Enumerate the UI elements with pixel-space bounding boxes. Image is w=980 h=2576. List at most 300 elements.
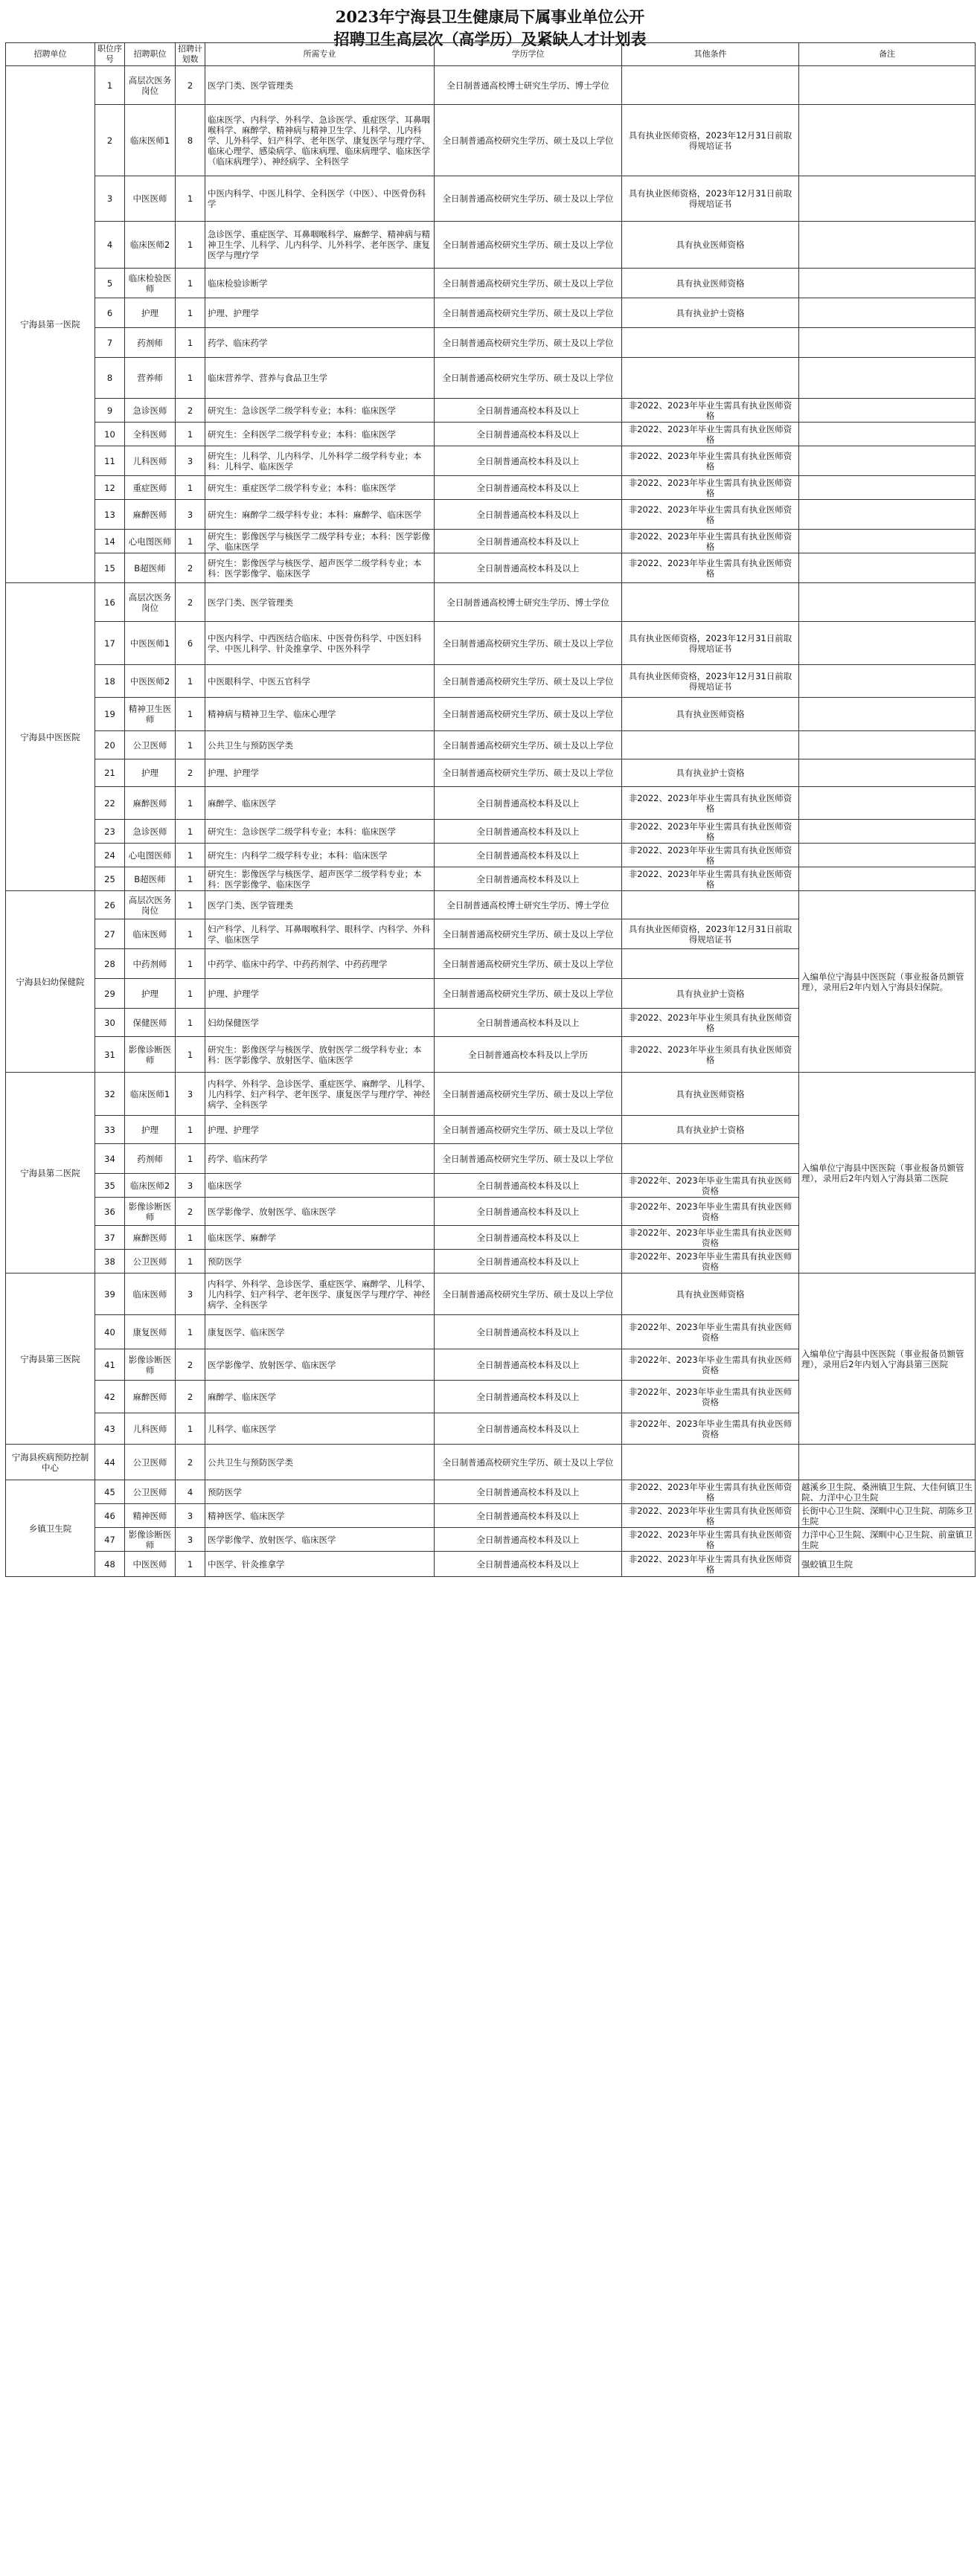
required-major: 护理、护理学 xyxy=(205,298,435,328)
required-major: 医学门类、医学管理类 xyxy=(205,583,435,622)
other-conditions: 非2022年、2023年毕业生需具有执业医师资格 xyxy=(622,1174,799,1198)
education-requirement: 全日制普通高校研究生学历、硕士及以上学位 xyxy=(435,622,622,665)
education-requirement: 全日制普通高校研究生学历、硕士及以上学位 xyxy=(435,665,622,698)
plan-count: 2 xyxy=(176,1445,205,1480)
position-no: 3 xyxy=(95,176,125,222)
other-conditions: 非2022、2023年毕业生需具有执业医师资格 xyxy=(622,1480,799,1504)
table-row xyxy=(6,1552,976,1577)
other-conditions: 非2022、2023年毕业生须具有执业医师资格 xyxy=(622,1037,799,1073)
position-no: 4 xyxy=(95,222,125,269)
plan-count: 1 xyxy=(176,891,205,919)
education-requirement: 全日制普通高校本科及以上 xyxy=(435,553,622,583)
position-name: 中医医师 xyxy=(125,1552,176,1577)
position-no: 5 xyxy=(95,269,125,298)
education-requirement: 全日制普通高校研究生学历、硕士及以上学位 xyxy=(435,731,622,759)
recruiting-unit: 宁海县疾病预防控制中心 xyxy=(6,1445,95,1480)
other-conditions: 具有执业医师资格 xyxy=(622,1073,799,1116)
education-requirement: 全日制普通高校研究生学历、硕士及以上学位 xyxy=(435,298,622,328)
remarks xyxy=(799,1445,976,1480)
other-conditions xyxy=(622,328,799,358)
position-no: 38 xyxy=(95,1250,125,1273)
position-no: 45 xyxy=(95,1480,125,1504)
position-no: 9 xyxy=(95,399,125,423)
other-conditions: 非2022、2023年毕业生需具有执业医师资格 xyxy=(622,423,799,446)
position-no: 48 xyxy=(95,1552,125,1577)
position-name: 影像诊断医师 xyxy=(125,1037,176,1073)
other-conditions: 具有执业医师资格 xyxy=(622,269,799,298)
table-row xyxy=(6,1504,976,1528)
table-body xyxy=(6,66,976,1577)
education-requirement: 全日制普通高校本科及以上 xyxy=(435,423,622,446)
required-major: 研究生：影像医学与核医学、超声医学二级学科专业；本科：医学影像学、临床医学 xyxy=(205,867,435,891)
required-major: 研究生：影像医学与核医学二级学科专业；本科：医学影像学、临床医学 xyxy=(205,530,435,553)
header-education: 学历学位 xyxy=(435,43,622,66)
plan-count: 2 xyxy=(176,759,205,787)
remarks xyxy=(799,66,976,105)
required-major: 研究生：儿科学、儿内科学、儿外科学二级学科专业；本科：儿科学、临床医学 xyxy=(205,446,435,476)
position-name: 药剂师 xyxy=(125,328,176,358)
remarks xyxy=(799,844,976,867)
table-row xyxy=(6,698,976,731)
education-requirement: 全日制普通高校研究生学历、硕士及以上学位 xyxy=(435,979,622,1009)
position-no: 29 xyxy=(95,979,125,1009)
remarks: 入编单位宁海县中医医院（事业报备员额管理），录用后2年内划入宁海县妇保院。 xyxy=(799,891,976,1073)
plan-count: 3 xyxy=(176,1174,205,1198)
remarks xyxy=(799,222,976,269)
education-requirement: 全日制普通高校本科及以上 xyxy=(435,1250,622,1273)
remarks: 强蛟镇卫生院 xyxy=(799,1552,976,1577)
header-plan-count: 招聘计划数 xyxy=(176,43,205,66)
other-conditions: 非2022、2023年毕业生需具有执业医师资格 xyxy=(622,530,799,553)
position-name: 护理 xyxy=(125,979,176,1009)
plan-count: 1 xyxy=(176,1009,205,1037)
education-requirement: 全日制普通高校研究生学历、硕士及以上学位 xyxy=(435,1144,622,1174)
position-name: 精神医师 xyxy=(125,1504,176,1528)
required-major: 临床检验诊断学 xyxy=(205,269,435,298)
position-name: 临床检验医师 xyxy=(125,269,176,298)
position-no: 22 xyxy=(95,787,125,820)
plan-count: 1 xyxy=(176,1144,205,1174)
position-name: 影像诊断医师 xyxy=(125,1198,176,1226)
education-requirement: 全日制普通高校本科及以上 xyxy=(435,1413,622,1445)
other-conditions: 具有执业护士资格 xyxy=(622,979,799,1009)
other-conditions: 非2022年、2023年毕业生需具有执业医师资格 xyxy=(622,1315,799,1349)
table-row xyxy=(6,358,976,399)
position-no: 42 xyxy=(95,1381,125,1413)
header-position-no: 职位序号 xyxy=(95,43,125,66)
required-major: 临床营养学、营养与食品卫生学 xyxy=(205,358,435,399)
plan-count: 1 xyxy=(176,1315,205,1349)
other-conditions: 具有执业医师资格，2023年12月31日前取得规培证书 xyxy=(622,105,799,176)
position-name: 中医医师1 xyxy=(125,622,176,665)
plan-count: 8 xyxy=(176,105,205,176)
position-no: 27 xyxy=(95,919,125,949)
position-name: 临床医师1 xyxy=(125,1073,176,1116)
position-name: 高层次医务岗位 xyxy=(125,891,176,919)
remarks xyxy=(799,105,976,176)
required-major: 护理、护理学 xyxy=(205,1116,435,1144)
table-row xyxy=(6,66,976,105)
other-conditions: 具有执业医师资格 xyxy=(622,222,799,269)
education-requirement: 全日制普通高校博士研究生学历、博士学位 xyxy=(435,66,622,105)
required-major: 精神病与精神卫生学、临床心理学 xyxy=(205,698,435,731)
required-major: 内科学、外科学、急诊医学、重症医学、麻醉学、儿科学、儿内科学、妇产科学、老年医学、康复医学与理疗学、神经病学、全科医学 xyxy=(205,1273,435,1315)
education-requirement: 全日制普通高校研究生学历、硕士及以上学位 xyxy=(435,759,622,787)
position-name: 麻醉医师 xyxy=(125,787,176,820)
position-name: 药剂师 xyxy=(125,1144,176,1174)
other-conditions: 非2022、2023年毕业生需具有执业医师资格 xyxy=(622,867,799,891)
position-no: 6 xyxy=(95,298,125,328)
plan-count: 4 xyxy=(176,1480,205,1504)
position-name: 中医医师 xyxy=(125,176,176,222)
plan-count: 1 xyxy=(176,222,205,269)
education-requirement: 全日制普通高校本科及以上 xyxy=(435,1198,622,1226)
plan-count: 1 xyxy=(176,844,205,867)
position-name: 临床医师2 xyxy=(125,1174,176,1198)
required-major: 中药学、临床中药学、中药药剂学、中药药理学 xyxy=(205,949,435,979)
position-name: 康复医师 xyxy=(125,1315,176,1349)
remarks xyxy=(799,553,976,583)
position-name: 重症医师 xyxy=(125,476,176,500)
remarks xyxy=(799,476,976,500)
plan-count: 1 xyxy=(176,1037,205,1073)
education-requirement: 全日制普通高校研究生学历、硕士及以上学位 xyxy=(435,698,622,731)
header-remarks: 备注 xyxy=(799,43,976,66)
education-requirement: 全日制普通高校本科及以上 xyxy=(435,1504,622,1528)
other-conditions xyxy=(622,358,799,399)
plan-count: 6 xyxy=(176,622,205,665)
table-row xyxy=(6,820,976,844)
table-row xyxy=(6,476,976,500)
other-conditions: 具有执业医师资格，2023年12月31日前取得规培证书 xyxy=(622,665,799,698)
position-no: 21 xyxy=(95,759,125,787)
required-major: 医学影像学、放射医学、临床医学 xyxy=(205,1349,435,1381)
position-no: 2 xyxy=(95,105,125,176)
other-conditions: 非2022年、2023年毕业生需具有执业医师资格 xyxy=(622,1250,799,1273)
position-name: B超医师 xyxy=(125,867,176,891)
required-major: 研究生：内科学二级学科专业；本科：临床医学 xyxy=(205,844,435,867)
other-conditions: 非2022年、2023年毕业生需具有执业医师资格 xyxy=(622,1198,799,1226)
remarks xyxy=(799,698,976,731)
required-major: 中医内科学、中医儿科学、全科医学（中医）、中医骨伤科学 xyxy=(205,176,435,222)
position-name: 急诊医师 xyxy=(125,399,176,423)
required-major: 康复医学、临床医学 xyxy=(205,1315,435,1349)
required-major: 急诊医学、重症医学、耳鼻咽喉科学、麻醉学、精神病与精神卫生学、儿科学、儿内科学、儿外科学、老年医学、康复医学与理疗学 xyxy=(205,222,435,269)
remarks xyxy=(799,622,976,665)
other-conditions: 非2022、2023年毕业生须具有执业医师资格 xyxy=(622,1009,799,1037)
position-no: 13 xyxy=(95,500,125,530)
position-no: 20 xyxy=(95,731,125,759)
other-conditions: 具有执业护士资格 xyxy=(622,759,799,787)
position-no: 7 xyxy=(95,328,125,358)
position-no: 32 xyxy=(95,1073,125,1116)
other-conditions: 具有执业护士资格 xyxy=(622,1116,799,1144)
position-no: 34 xyxy=(95,1144,125,1174)
plan-count: 3 xyxy=(176,1073,205,1116)
position-name: 中药剂师 xyxy=(125,949,176,979)
position-name: 公卫医师 xyxy=(125,1250,176,1273)
table-row xyxy=(6,328,976,358)
position-name: 营养师 xyxy=(125,358,176,399)
required-major: 研究生：麻醉学二级学科专业；本科：麻醉学、临床医学 xyxy=(205,500,435,530)
plan-count: 3 xyxy=(176,446,205,476)
position-no: 10 xyxy=(95,423,125,446)
position-name: 公卫医师 xyxy=(125,731,176,759)
table-header-row xyxy=(6,43,976,66)
position-no: 41 xyxy=(95,1349,125,1381)
position-no: 44 xyxy=(95,1445,125,1480)
recruiting-unit: 宁海县妇幼保健院 xyxy=(6,891,95,1073)
position-no: 35 xyxy=(95,1174,125,1198)
required-major: 临床医学、内科学、外科学、急诊医学、重症医学、耳鼻咽喉科学、麻醉学、精神病与精神卫生学、儿科学、儿内科学、儿外科学、妇产科学、老年医学、康复医学与理疗学、临床心理学、感染病学、临床病理、临床病理学、临床医学（临床病理学）、神经病学、全科医学 xyxy=(205,105,435,176)
education-requirement: 全日制普通高校本科及以上 xyxy=(435,446,622,476)
other-conditions xyxy=(622,1445,799,1480)
required-major: 内科学、外科学、急诊医学、重症医学、麻醉学、儿科学、儿内科学、妇产科学、老年医学、康复医学与理疗学、神经病学、全科医学 xyxy=(205,1073,435,1116)
required-major: 麻醉学、临床医学 xyxy=(205,1381,435,1413)
remarks xyxy=(799,176,976,222)
remarks xyxy=(799,867,976,891)
required-major: 护理、护理学 xyxy=(205,979,435,1009)
remarks xyxy=(799,298,976,328)
table-row xyxy=(6,1528,976,1552)
position-name: 临床医师2 xyxy=(125,222,176,269)
remarks: 入编单位宁海县中医医院（事业报备员额管理），录用后2年内划入宁海县第二医院 xyxy=(799,1073,976,1273)
position-no: 47 xyxy=(95,1528,125,1552)
position-name: 心电图医师 xyxy=(125,530,176,553)
remarks xyxy=(799,665,976,698)
title-line-2: 招聘卫生高层次（高学历）及紧缺人才计划表 xyxy=(333,30,647,48)
position-name: 保健医师 xyxy=(125,1009,176,1037)
position-name: 高层次医务岗位 xyxy=(125,583,176,622)
other-conditions: 非2022、2023年毕业生需具有执业医师资格 xyxy=(622,844,799,867)
table-row xyxy=(6,298,976,328)
education-requirement: 全日制普通高校研究生学历、硕士及以上学位 xyxy=(435,1445,622,1480)
education-requirement: 全日制普通高校本科及以上 xyxy=(435,1315,622,1349)
plan-count: 1 xyxy=(176,867,205,891)
position-no: 26 xyxy=(95,891,125,919)
position-name: 影像诊断医师 xyxy=(125,1349,176,1381)
header-other-conditions: 其他条件 xyxy=(622,43,799,66)
other-conditions xyxy=(622,731,799,759)
other-conditions: 非2022、2023年毕业生需具有执业医师资格 xyxy=(622,1552,799,1577)
required-major: 中医内科学、中西医结合临床、中医骨伤科学、中医妇科学、中医儿科学、针灸推拿学、中医外科学 xyxy=(205,622,435,665)
other-conditions: 非2022、2023年毕业生需具有执业医师资格 xyxy=(622,399,799,423)
education-requirement: 全日制普通高校研究生学历、硕士及以上学位 xyxy=(435,949,622,979)
education-requirement: 全日制普通高校研究生学历、硕士及以上学位 xyxy=(435,358,622,399)
plan-count: 1 xyxy=(176,530,205,553)
required-major: 护理、护理学 xyxy=(205,759,435,787)
other-conditions: 具有执业护士资格 xyxy=(622,298,799,328)
other-conditions: 非2022年、2023年毕业生需具有执业医师资格 xyxy=(622,1349,799,1381)
remarks xyxy=(799,583,976,622)
header-unit: 招聘单位 xyxy=(6,43,95,66)
required-major: 临床医学 xyxy=(205,1174,435,1198)
position-name: 精神卫生医师 xyxy=(125,698,176,731)
table-row xyxy=(6,622,976,665)
table-row xyxy=(6,787,976,820)
position-name: B超医师 xyxy=(125,553,176,583)
position-no: 46 xyxy=(95,1504,125,1528)
position-name: 临床医师 xyxy=(125,919,176,949)
plan-count: 1 xyxy=(176,1226,205,1250)
table-row xyxy=(6,500,976,530)
position-name: 急诊医师 xyxy=(125,820,176,844)
required-major: 妇产科学、儿科学、耳鼻咽喉科学、眼科学、内科学、外科学、临床医学 xyxy=(205,919,435,949)
plan-count: 1 xyxy=(176,731,205,759)
education-requirement: 全日制普通高校研究生学历、硕士及以上学位 xyxy=(435,1116,622,1144)
table-row xyxy=(6,891,976,919)
education-requirement: 全日制普通高校本科及以上 xyxy=(435,867,622,891)
other-conditions: 具有执业医师资格 xyxy=(622,698,799,731)
plan-count: 3 xyxy=(176,1528,205,1552)
position-name: 麻醉医师 xyxy=(125,1381,176,1413)
recruiting-unit: 宁海县第三医院 xyxy=(6,1273,95,1445)
education-requirement: 全日制普通高校本科及以上 xyxy=(435,1174,622,1198)
education-requirement: 全日制普通高校本科及以上 xyxy=(435,1349,622,1381)
recruiting-unit: 宁海县中医医院 xyxy=(6,583,95,891)
plan-count: 1 xyxy=(176,176,205,222)
required-major: 研究生：急诊医学二级学科专业；本科：临床医学 xyxy=(205,820,435,844)
required-major: 公共卫生与预防医学类 xyxy=(205,1445,435,1480)
position-no: 39 xyxy=(95,1273,125,1315)
other-conditions: 非2022年、2023年毕业生需具有执业医师资格 xyxy=(622,1381,799,1413)
header-position: 招聘职位 xyxy=(125,43,176,66)
table-row xyxy=(6,553,976,583)
other-conditions: 具有执业医师资格 xyxy=(622,1273,799,1315)
position-no: 28 xyxy=(95,949,125,979)
position-no: 30 xyxy=(95,1009,125,1037)
plan-count: 3 xyxy=(176,1273,205,1315)
plan-count: 1 xyxy=(176,1250,205,1273)
plan-count: 1 xyxy=(176,328,205,358)
education-requirement: 全日制普通高校研究生学历、硕士及以上学位 xyxy=(435,269,622,298)
other-conditions: 非2022、2023年毕业生需具有执业医师资格 xyxy=(622,446,799,476)
plan-count: 1 xyxy=(176,358,205,399)
plan-count: 1 xyxy=(176,665,205,698)
education-requirement: 全日制普通高校研究生学历、硕士及以上学位 xyxy=(435,919,622,949)
recruiting-unit: 宁海县第二医院 xyxy=(6,1073,95,1273)
position-name: 麻醉医师 xyxy=(125,500,176,530)
education-requirement: 全日制普通高校本科及以上 xyxy=(435,476,622,500)
table-row xyxy=(6,731,976,759)
position-no: 11 xyxy=(95,446,125,476)
position-no: 8 xyxy=(95,358,125,399)
position-name: 护理 xyxy=(125,1116,176,1144)
position-no: 19 xyxy=(95,698,125,731)
other-conditions: 非2022、2023年毕业生需具有执业医师资格 xyxy=(622,820,799,844)
required-major: 中医眼科学、中医五官科学 xyxy=(205,665,435,698)
other-conditions: 具有执业医师资格，2023年12月31日前取得规培证书 xyxy=(622,622,799,665)
other-conditions xyxy=(622,949,799,979)
remarks xyxy=(799,423,976,446)
table-row xyxy=(6,759,976,787)
education-requirement: 全日制普通高校研究生学历、硕士及以上学位 xyxy=(435,1073,622,1116)
position-no: 17 xyxy=(95,622,125,665)
required-major: 研究生：急诊医学二级学科专业；本科：临床医学 xyxy=(205,399,435,423)
table-row xyxy=(6,222,976,269)
required-major: 公共卫生与预防医学类 xyxy=(205,731,435,759)
plan-count: 2 xyxy=(176,553,205,583)
table-row xyxy=(6,1273,976,1315)
plan-count: 1 xyxy=(176,1116,205,1144)
education-requirement: 全日制普通高校博士研究生学历、博士学位 xyxy=(435,583,622,622)
position-no: 36 xyxy=(95,1198,125,1226)
required-major: 预防医学 xyxy=(205,1480,435,1504)
plan-count: 1 xyxy=(176,787,205,820)
plan-count: 1 xyxy=(176,698,205,731)
required-major: 研究生：影像医学与核医学、超声医学二级学科专业；本科：医学影像学、临床医学 xyxy=(205,553,435,583)
education-requirement: 全日制普通高校本科及以上 xyxy=(435,399,622,423)
other-conditions: 非2022、2023年毕业生需具有执业医师资格 xyxy=(622,1528,799,1552)
table-row xyxy=(6,530,976,553)
position-no: 33 xyxy=(95,1116,125,1144)
education-requirement: 全日制普通高校研究生学历、硕士及以上学位 xyxy=(435,328,622,358)
remarks xyxy=(799,269,976,298)
position-no: 16 xyxy=(95,583,125,622)
position-name: 公卫医师 xyxy=(125,1480,176,1504)
position-no: 43 xyxy=(95,1413,125,1445)
recruiting-unit: 乡镇卫生院 xyxy=(6,1480,95,1577)
position-no: 37 xyxy=(95,1226,125,1250)
position-no: 24 xyxy=(95,844,125,867)
education-requirement: 全日制普通高校研究生学历、硕士及以上学位 xyxy=(435,1273,622,1315)
position-name: 儿科医师 xyxy=(125,1413,176,1445)
position-name: 护理 xyxy=(125,759,176,787)
position-no: 40 xyxy=(95,1315,125,1349)
position-no: 25 xyxy=(95,867,125,891)
other-conditions: 非2022、2023年毕业生需具有执业医师资格 xyxy=(622,476,799,500)
education-requirement: 全日制普通高校本科及以上 xyxy=(435,1480,622,1504)
other-conditions xyxy=(622,66,799,105)
education-requirement: 全日制普通高校本科及以上 xyxy=(435,1009,622,1037)
education-requirement: 全日制普通高校本科及以上 xyxy=(435,1528,622,1552)
position-no: 31 xyxy=(95,1037,125,1073)
table-row xyxy=(6,1445,976,1480)
plan-count: 1 xyxy=(176,269,205,298)
remarks: 长街中心卫生院、深甽中心卫生院、胡陈乡卫生院 xyxy=(799,1504,976,1528)
position-name: 儿科医师 xyxy=(125,446,176,476)
remarks xyxy=(799,820,976,844)
plan-count: 3 xyxy=(176,500,205,530)
remarks: 力洋中心卫生院、深甽中心卫生院、前童镇卫生院 xyxy=(799,1528,976,1552)
remarks xyxy=(799,759,976,787)
required-major: 临床医学、麻醉学 xyxy=(205,1226,435,1250)
remarks xyxy=(799,446,976,476)
table-row xyxy=(6,1480,976,1504)
education-requirement: 全日制普通高校研究生学历、硕士及以上学位 xyxy=(435,105,622,176)
plan-count: 2 xyxy=(176,1349,205,1381)
remarks xyxy=(799,500,976,530)
plan-count: 1 xyxy=(176,476,205,500)
table-row xyxy=(6,399,976,423)
required-major: 医学门类、医学管理类 xyxy=(205,66,435,105)
education-requirement: 全日制普通高校本科及以上 xyxy=(435,844,622,867)
other-conditions: 非2022、2023年毕业生需具有执业医师资格 xyxy=(622,553,799,583)
position-name: 临床医师1 xyxy=(125,105,176,176)
other-conditions: 具有执业医师资格，2023年12月31日前取得规培证书 xyxy=(622,919,799,949)
plan-count: 1 xyxy=(176,1552,205,1577)
position-no: 14 xyxy=(95,530,125,553)
education-requirement: 全日制普通高校本科及以上 xyxy=(435,500,622,530)
plan-count: 1 xyxy=(176,423,205,446)
plan-count: 1 xyxy=(176,1413,205,1445)
position-name: 公卫医师 xyxy=(125,1445,176,1480)
education-requirement: 全日制普通高校研究生学历、硕士及以上学位 xyxy=(435,222,622,269)
other-conditions xyxy=(622,583,799,622)
education-requirement: 全日制普通高校博士研究生学历、博士学位 xyxy=(435,891,622,919)
remarks xyxy=(799,399,976,423)
position-name: 中医医师2 xyxy=(125,665,176,698)
